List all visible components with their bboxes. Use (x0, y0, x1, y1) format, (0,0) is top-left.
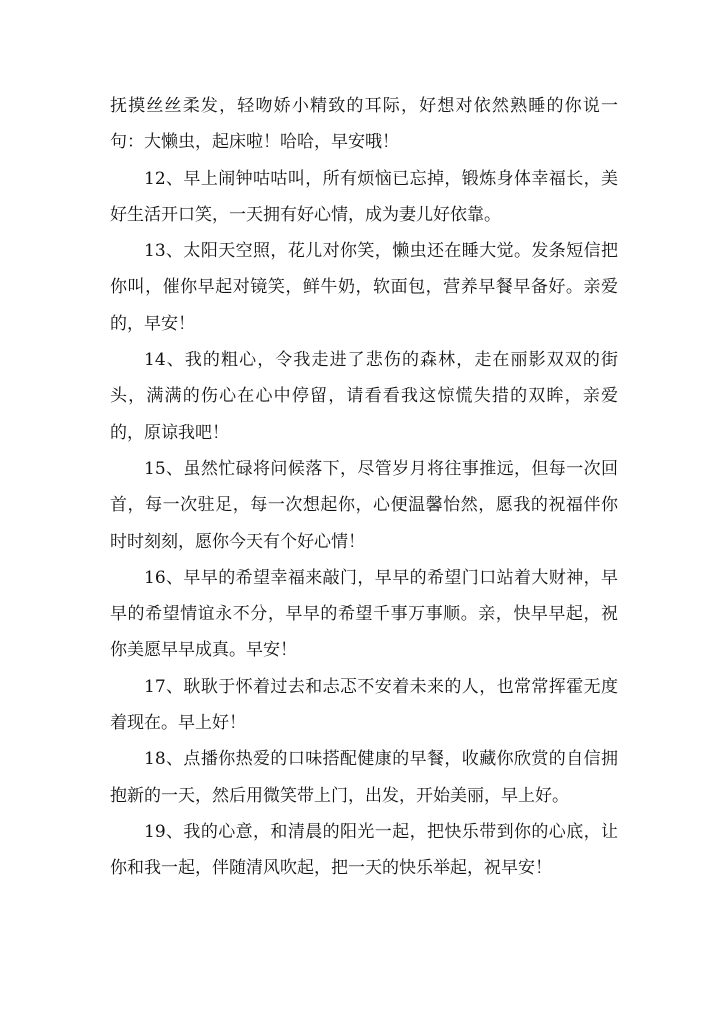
paragraph-19: 19、我的心意，和清晨的阳光一起，把快乐带到你的心底，让你和我一起，伴随清风吹起，把一天的快乐举起，祝早安！ (110, 821, 618, 879)
paragraph-12: 12、早上闹钟咕咕叫，所有烦恼已忘掉，锻炼身体幸福长，美好生活开口笑，一天拥有好心情，成为妻儿好依靠。 (110, 168, 618, 225)
paragraph-13: 13、太阳天空照，花儿对你笑，懒虫还在睡大觉。发条短信把你叫，催你早起对镜笑，鲜牛奶，软面包，营养早餐早备好。亲爱的，早安！ (110, 241, 618, 334)
paragraph-1: 抚摸丝丝柔发，轻吻娇小精致的耳际，好想对依然熟睡的你说一句：大懒虫，起床啦！哈哈，早安哦！ (110, 96, 618, 153)
paragraph-14: 14、我的粗心，令我走进了悲伤的森林，走在丽影双双的街头，满满的伤心在心中停留，请看看我这惊慌失措的双眸，亲爱的，原谅我吧！ (110, 350, 618, 443)
document-page (110, 88, 618, 887)
paragraph-15: 15、虽然忙碌将问候落下，尽管岁月将往事推远，但每一次回首，每一次驻足，每一次想起你，心便温馨怡然，愿我的祝福伴你时时刻刻，愿你今天有个好心情！ (110, 458, 618, 552)
paragraph-16: 16、早早的希望幸福来敲门，早早的希望门口站着大财神，早早的希望情谊永不分，早早的希望千事万事顺。亲，快早早起，祝你美愿早早成真。早安！ (110, 567, 618, 661)
paragraph-18: 18、点播你热爱的口味搭配健康的早餐，收藏你欣赏的自信拥抱新的一天，然后用微笑带上门，出发，开始美丽，早上好。 (110, 749, 618, 806)
paragraph-17: 17、耿耿于怀着过去和忐忑不安着未来的人，也常常挥霍无度着现在。早上好！ (110, 676, 618, 734)
